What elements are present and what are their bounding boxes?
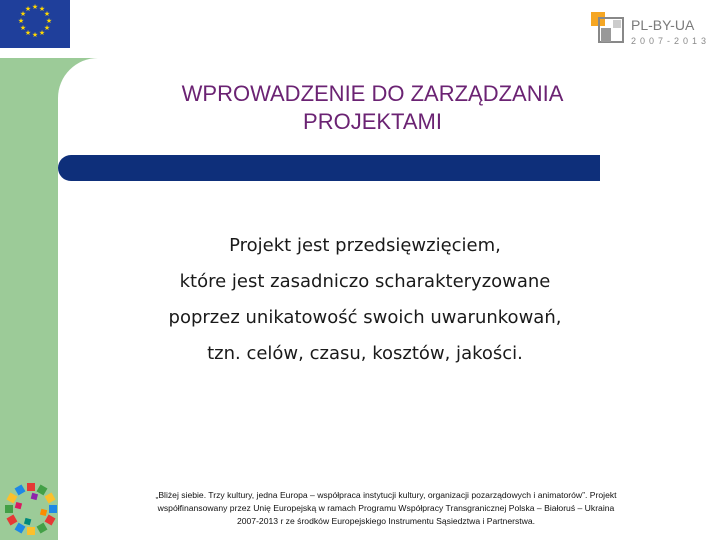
svg-text:★: ★ xyxy=(19,10,27,18)
corner-curve xyxy=(58,58,98,98)
logo-name: PL-BY-UA xyxy=(631,17,695,33)
footer-line-1: „Bliżej siebie. Trzy kultury, jedna Europa – współpraca instytucji kultury, organizacji pozarządowych i animatorów”. Projekt xyxy=(155,490,617,500)
left-green-band xyxy=(0,0,58,540)
svg-text:★: ★ xyxy=(24,29,32,37)
body-line-2: które jest zasadniczo scharakteryzowane xyxy=(179,271,551,292)
logo-squares-icon xyxy=(591,8,716,52)
title-line-2: PROJEKTAMI xyxy=(303,109,442,134)
svg-text:★: ★ xyxy=(31,31,39,39)
eu-stars-icon xyxy=(0,0,70,48)
title-divider-bar xyxy=(58,155,600,181)
title-line-1: WPROWADZENIE DO ZARZĄDZANIA xyxy=(181,81,564,106)
logo-years: 2007-2013 xyxy=(631,36,711,46)
svg-text:★: ★ xyxy=(43,10,51,18)
body-line-3: poprzez unikatowość swoich uwarunkowań, xyxy=(168,307,562,328)
footer-note xyxy=(80,489,692,528)
footer-line-3: 2007-2013 r ze środków Europejskiego Instrumentu Sąsiedztwa i Partnerstwa. xyxy=(236,516,536,526)
svg-text:★: ★ xyxy=(24,5,32,13)
svg-text:★: ★ xyxy=(31,3,39,11)
pl-by-ua-logo xyxy=(591,8,716,52)
svg-text:★: ★ xyxy=(38,29,46,37)
svg-text:★: ★ xyxy=(19,24,27,32)
svg-text:★: ★ xyxy=(17,17,25,25)
svg-text:★: ★ xyxy=(43,24,51,32)
eu-ring-logo-icon xyxy=(0,478,62,540)
eu-flag-icon xyxy=(0,0,70,48)
slide-title xyxy=(100,80,645,136)
footer-line-2: współfinansowany przez Unię Europejską w ramach Programu Współpracy Transgranicznej Polska – Białoruś – Ukraina xyxy=(157,503,615,513)
svg-text:★: ★ xyxy=(45,17,53,25)
body-line-4: tzn. celów, czasu, kosztów, jakości. xyxy=(207,343,523,364)
svg-text:★: ★ xyxy=(38,5,46,13)
body-line-1: Projekt jest przedsięwzięciem, xyxy=(229,235,501,256)
slide-body-text xyxy=(110,228,620,372)
